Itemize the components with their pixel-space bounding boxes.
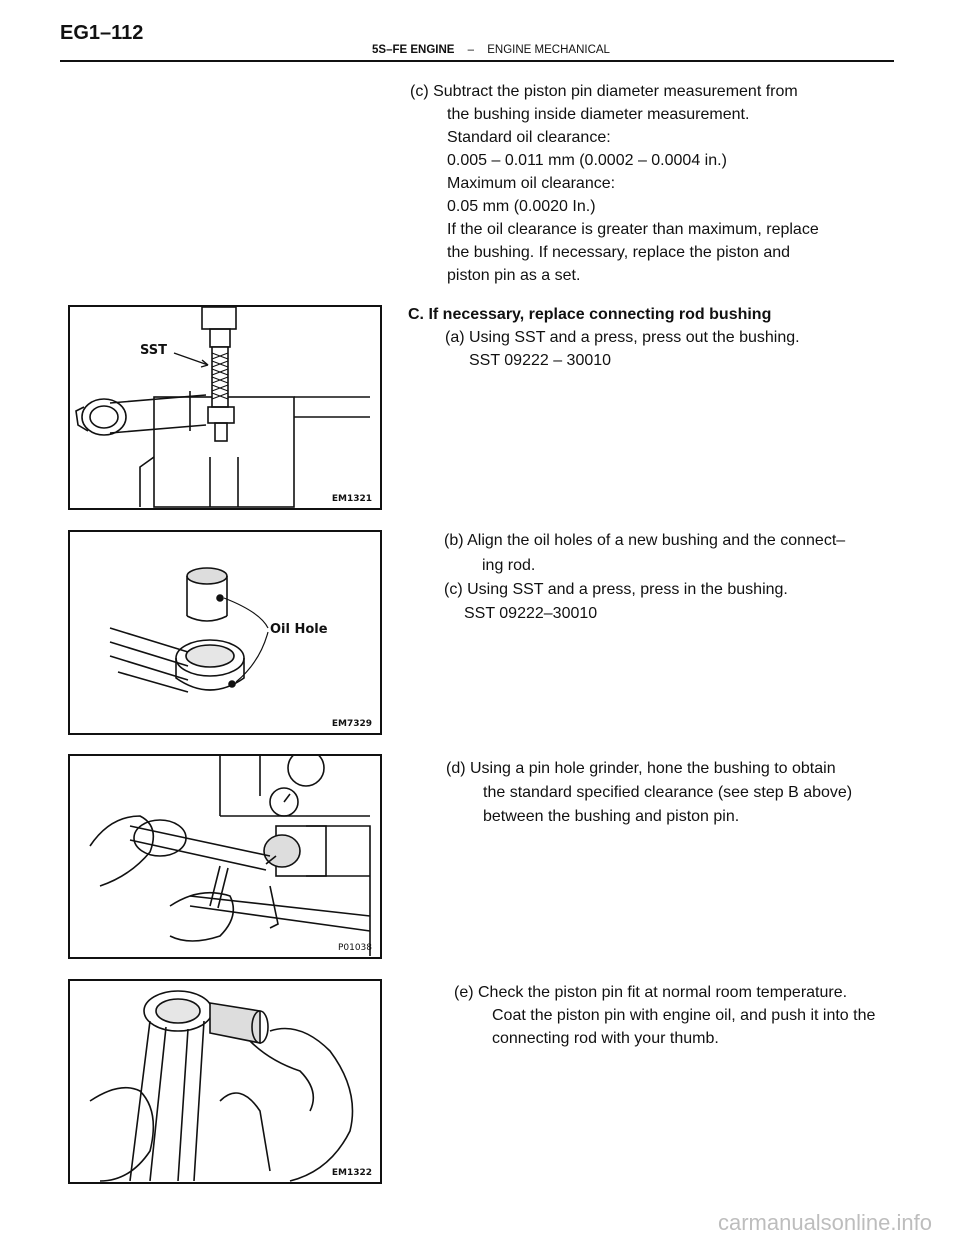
figure-id: EM7329 (331, 719, 372, 729)
section-title (372, 44, 610, 56)
figure-id: EM1322 (331, 1168, 372, 1178)
grinder-illustration (70, 756, 380, 957)
section-engine: 5S–FE ENGINE (372, 44, 455, 56)
figure-pin-hole-grinder (68, 754, 382, 959)
text-line: the bushing inside diameter measurement. (447, 106, 750, 123)
text-line: Maximum oil clearance: (447, 175, 616, 192)
text-line: 0.05 mm (0.0020 In.) (447, 198, 596, 215)
press-illustration (70, 307, 380, 508)
step-a-text: (a) Using SST and a press, press out the bushing. (445, 329, 800, 346)
step-c-subtract (410, 80, 819, 287)
label-sst: SST (140, 343, 168, 358)
step-b-line1: (b) Align the oil holes of a new bushing and the connect– (444, 532, 846, 549)
page-number: EG1–112 (60, 22, 144, 44)
step-d-line3: between the bushing and piston pin. (483, 808, 740, 825)
section-name: ENGINE MECHANICAL (487, 44, 610, 56)
text-line: If the oil clearance is greater than maximum, replace (447, 221, 819, 238)
figure-id: EM1321 (331, 494, 372, 504)
label-oil-hole: Oil Hole (270, 622, 328, 637)
step-c-press-line1: (c) Using SST and a press, press in the bushing. (444, 581, 788, 598)
step-a-sst: SST 09222 – 30010 (469, 352, 612, 369)
step-b-line2: ing rod. (482, 557, 536, 574)
watermark: carmanualsonline.info (717, 1210, 932, 1235)
figure-id: P01038 (337, 943, 372, 953)
section-dash: – (467, 44, 475, 56)
step-e-line2: Coat the piston pin with engine oil, and push it into the (492, 1007, 876, 1024)
section-c-heading: C. If necessary, replace connecting rod bushing (408, 306, 772, 323)
figure-press-out-bushing (68, 305, 382, 510)
step-c-press-sst: SST 09222–30010 (464, 605, 598, 622)
bushing-rod-illustration (70, 532, 380, 733)
text-line: piston pin as a set. (447, 267, 581, 284)
step-e-line3: connecting rod with your thumb. (492, 1030, 719, 1047)
header-rule (60, 60, 894, 62)
figure-piston-pin-fit (68, 979, 382, 1184)
step-e-line1: (e) Check the piston pin fit at normal room temperature. (454, 984, 848, 1001)
text-line: Standard oil clearance: (447, 129, 611, 146)
step-d-line2: the standard specified clearance (see step B above) (483, 784, 853, 801)
figure-oil-hole-alignment (68, 530, 382, 735)
text-line: 0.005 – 0.011 mm (0.0002 – 0.0004 in.) (447, 152, 727, 169)
thumb-fit-illustration (70, 981, 380, 1182)
text-line: the bushing. If necessary, replace the piston and (447, 244, 791, 261)
step-d-line1: (d) Using a pin hole grinder, hone the bushing to obtain (446, 760, 836, 777)
text-line: (c) Subtract the piston pin diameter measurement from (410, 83, 798, 100)
